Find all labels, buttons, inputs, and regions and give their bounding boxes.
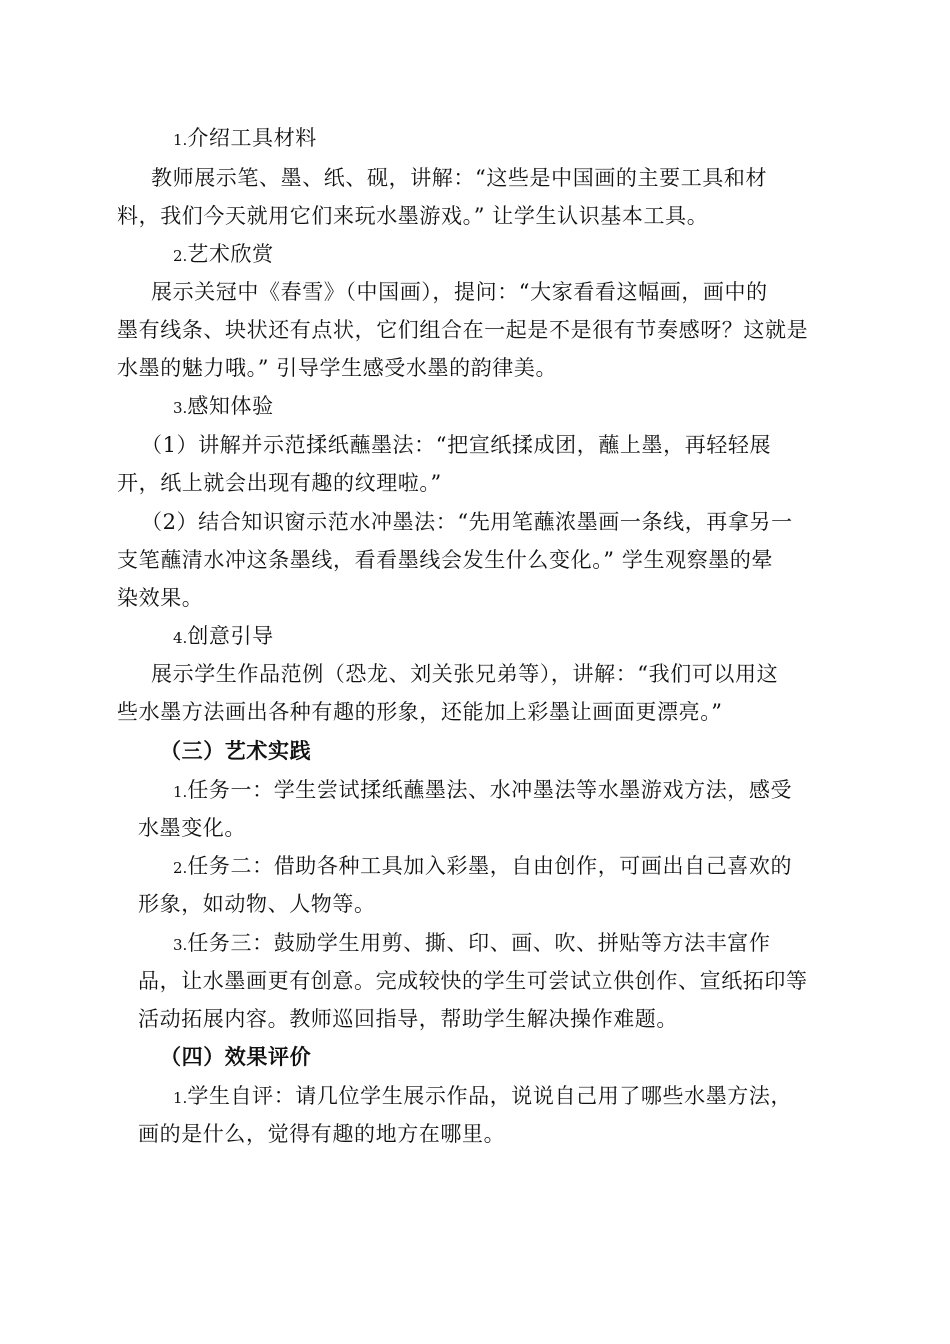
evaluation-1-number: 1. [173, 1089, 188, 1107]
task-3-line-1 [173, 928, 771, 960]
task-2-number: 2. [173, 859, 188, 877]
section-3-item-2-line-3: 染效果。 [117, 586, 204, 610]
evaluation-1-line-1 [173, 1081, 792, 1113]
section-2-paragraph-line-1: 展示关冠中《春雪》（中国画），提问：“大家看看这幅画，画中的 [151, 280, 768, 304]
section-2-number: 2. [173, 247, 188, 265]
section-1-heading [173, 123, 317, 155]
section-1-number: 1. [173, 131, 188, 149]
section-1-paragraph-line-2: 料，我们今天就用它们来玩水墨游戏。” 让学生认识基本工具。 [117, 204, 709, 228]
section-4-heading [173, 621, 274, 653]
section-3-item-1-line-1: （1）讲解并示范揉纸蘸墨法：“把宣纸揉成团，蘸上墨，再轻轻展 [141, 433, 772, 457]
part-4-heading: （四）效果评价 [160, 1044, 312, 1069]
task-2-line-1 [173, 851, 792, 883]
section-3-item-1-line-2: 开，纸上就会出现有趣的纹理啦。” [117, 471, 442, 495]
task-3-line-2: 品，让水墨画更有创意。完成较快的学生可尝试立供创作、宣纸拓印等 [138, 969, 808, 993]
section-4-paragraph-line-1: 展示学生作品范例（恐龙、刘关张兄弟等），讲解：“我们可以用这 [151, 662, 779, 686]
task-3-text: 任务三：鼓励学生用剪、撕、印、画、吹、拼贴等方法丰富作 [187, 931, 771, 955]
task-2-line-2: 形象，如动物、人物等。 [138, 892, 376, 916]
task-1-line-2: 水墨变化。 [138, 816, 246, 840]
section-2-heading [173, 239, 274, 271]
section-2-paragraph-line-3: 水墨的魅力哦。” 引导学生感受水墨的韵律美。 [117, 356, 558, 380]
section-4-number: 4. [173, 629, 188, 647]
evaluation-1-text: 学生自评：请几位学生展示作品，说说自己用了哪些水墨方法， [187, 1084, 793, 1108]
task-3-line-3: 活动拓展内容。教师巡回指导，帮助学生解决操作难题。 [138, 1007, 678, 1031]
section-1-paragraph-line-1: 教师展示笔、墨、纸、砚，讲解：“这些是中国画的主要工具和材 [151, 166, 768, 190]
section-4-title: 创意引导 [187, 624, 274, 648]
section-2-title: 艺术欣赏 [187, 242, 274, 266]
task-3-number: 3. [173, 936, 188, 954]
section-3-number: 3. [173, 399, 188, 417]
section-3-item-2-line-2: 支笔蘸清水冲这条墨线，看看墨线会发生什么变化。” 学生观察墨的晕 [117, 548, 774, 572]
task-1-number: 1. [173, 783, 188, 801]
section-3-title: 感知体验 [187, 394, 274, 418]
section-1-title: 介绍工具材料 [187, 126, 317, 150]
task-1-line-1 [173, 775, 792, 807]
task-1-text: 任务一：学生尝试揉纸蘸墨法、水冲墨法等水墨游戏方法，感受 [187, 778, 793, 802]
part-3-heading: （三）艺术实践 [160, 738, 312, 763]
task-2-text: 任务二：借助各种工具加入彩墨，自由创作，可画出自己喜欢的 [187, 854, 793, 878]
section-3-item-2-line-1: （2）结合知识窗示范水冲墨法：“先用笔蘸浓墨画一条线，再拿另一 [141, 510, 793, 534]
section-3-heading [173, 391, 274, 423]
section-2-paragraph-line-2: 墨有线条、块状还有点状，它们组合在一起是不是很有节奏感呀？这就是 [117, 318, 809, 342]
section-4-paragraph-line-2: 些水墨方法画出各种有趣的形象，还能加上彩墨让画面更漂亮。” [117, 700, 723, 724]
evaluation-1-line-2: 画的是什么，觉得有趣的地方在哪里。 [138, 1122, 506, 1146]
